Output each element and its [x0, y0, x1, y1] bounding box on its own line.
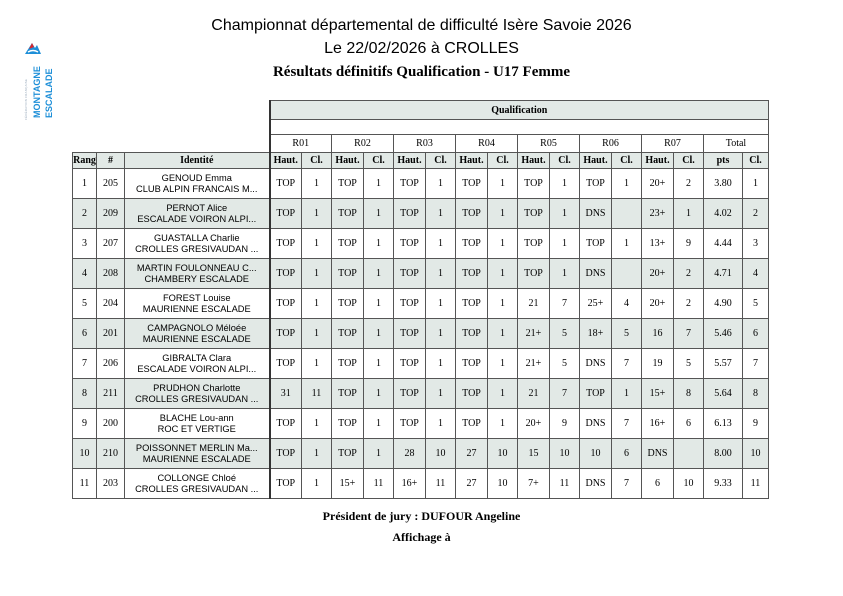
bib-number-cell: 201	[97, 319, 125, 349]
height-cell: TOP	[394, 319, 426, 349]
col-haut-header: Haut.	[580, 153, 612, 169]
height-cell: TOP	[270, 259, 302, 289]
height-cell: TOP	[270, 199, 302, 229]
round-rank-cell: 1	[488, 349, 518, 379]
round-rank-cell: 1	[550, 229, 580, 259]
club-name: CHAMBERY ESCALADE	[144, 273, 250, 284]
rank-cell: 3	[73, 229, 97, 259]
height-cell: TOP	[456, 319, 488, 349]
club-name: CLUB ALPIN FRANCAIS M...	[136, 183, 258, 194]
table-row	[73, 439, 769, 469]
identity-cell	[125, 439, 270, 469]
round-rank-cell: 1	[426, 379, 456, 409]
col-haut-header: Haut.	[642, 153, 674, 169]
logo-escalade-text: ESCALADE	[44, 68, 54, 118]
round-rank-cell: 2	[674, 169, 704, 199]
height-cell: TOP	[332, 199, 364, 229]
round-rank-cell: 1	[488, 319, 518, 349]
round-rank-cell: 11	[426, 469, 456, 499]
col-cl-header: Cl.	[364, 153, 394, 169]
height-cell: 21	[518, 289, 550, 319]
round-rank-cell: 5	[550, 349, 580, 379]
final-rank-cell: 8	[743, 379, 769, 409]
height-cell: TOP	[270, 349, 302, 379]
height-cell: 20+	[642, 289, 674, 319]
identity-cell	[125, 199, 270, 229]
final-rank-cell: 6	[743, 319, 769, 349]
col-cl-header: Cl.	[488, 153, 518, 169]
col-haut-header: Haut.	[332, 153, 364, 169]
logo-montagne-text: MONTAGNE	[32, 66, 42, 118]
round-rank-cell: 1	[488, 379, 518, 409]
table-row	[73, 319, 769, 349]
round-rank-cell: 1	[302, 199, 332, 229]
identity-cell	[125, 169, 270, 199]
event-date-place: Le 22/02/2026 à CROLLES	[324, 40, 519, 57]
round-rank-cell: 7	[612, 349, 642, 379]
height-cell: TOP	[394, 349, 426, 379]
round-rank-cell: 1	[364, 319, 394, 349]
height-cell: TOP	[332, 229, 364, 259]
height-cell: TOP	[580, 169, 612, 199]
height-cell: 27	[456, 439, 488, 469]
height-cell: 21+	[518, 349, 550, 379]
bib-number-cell: 211	[97, 379, 125, 409]
athlete-name: CAMPAGNOLO Méloée	[147, 322, 247, 333]
round-rank-cell: 7	[550, 379, 580, 409]
page-title: Championnat départemental de difficulté Isère Savoie 2026	[211, 17, 632, 34]
round-header-r05: R05	[518, 135, 580, 153]
points-cell: 8.00	[704, 439, 743, 469]
round-rank-cell: 10	[674, 469, 704, 499]
height-cell: 15+	[332, 469, 364, 499]
col-rang-header: Rang	[73, 153, 97, 169]
round-rank-cell: 11	[364, 469, 394, 499]
round-rank-cell: 1	[612, 229, 642, 259]
height-cell: TOP	[332, 439, 364, 469]
identity-cell	[125, 259, 270, 289]
height-cell: TOP	[270, 319, 302, 349]
points-cell: 5.46	[704, 319, 743, 349]
club-name: MAURIENNE ESCALADE	[142, 303, 251, 314]
round-rank-cell	[674, 439, 704, 469]
height-cell: 31	[270, 379, 302, 409]
height-cell: TOP	[332, 169, 364, 199]
club-name: CROLLES GRESIVAUDAN ...	[135, 243, 259, 254]
height-cell: TOP	[394, 169, 426, 199]
round-rank-cell	[612, 199, 642, 229]
round-rank-cell: 1	[550, 199, 580, 229]
height-cell: 15	[518, 439, 550, 469]
bib-number-cell: 205	[97, 169, 125, 199]
bib-number-cell: 210	[97, 439, 125, 469]
height-cell: TOP	[332, 289, 364, 319]
round-rank-cell: 1	[364, 259, 394, 289]
round-rank-cell: 1	[488, 199, 518, 229]
table-row	[73, 379, 769, 409]
height-cell: DNS	[580, 259, 612, 289]
round-rank-cell: 7	[550, 289, 580, 319]
round-rank-cell: 1	[426, 289, 456, 319]
round-rank-cell: 1	[426, 349, 456, 379]
points-cell: 5.57	[704, 349, 743, 379]
round-rank-cell: 10	[550, 439, 580, 469]
athlete-name: GUASTALLA Charlie	[153, 232, 240, 243]
height-cell: 23+	[642, 199, 674, 229]
height-cell: 16	[642, 319, 674, 349]
col-cl-header: Cl.	[302, 153, 332, 169]
height-cell: TOP	[394, 409, 426, 439]
round-rank-cell: 7	[612, 469, 642, 499]
height-cell: TOP	[270, 229, 302, 259]
round-header-r02: R02	[332, 135, 394, 153]
round-rank-cell: 1	[302, 469, 332, 499]
round-rank-cell: 1	[364, 379, 394, 409]
round-rank-cell: 5	[550, 319, 580, 349]
round-rank-cell: 1	[302, 289, 332, 319]
logo-federation-text: FÉDÉRATION FRANÇAISE	[24, 78, 28, 120]
height-cell: TOP	[332, 259, 364, 289]
height-cell: TOP	[394, 229, 426, 259]
height-cell: TOP	[270, 439, 302, 469]
col-cl-header: Cl.	[550, 153, 580, 169]
final-rank-cell: 10	[743, 439, 769, 469]
round-rank-cell: 10	[488, 469, 518, 499]
table-row	[73, 199, 769, 229]
total-header: Total	[704, 135, 769, 153]
height-cell: TOP	[456, 289, 488, 319]
results-rows	[73, 169, 769, 499]
round-rank-cell: 11	[550, 469, 580, 499]
athlete-name: COLLONGE Chloé	[157, 472, 237, 483]
round-rank-cell	[612, 259, 642, 289]
rank-cell: 6	[73, 319, 97, 349]
rank-cell: 5	[73, 289, 97, 319]
athlete-name: GENOUD Emma	[161, 172, 232, 183]
round-rank-cell: 1	[302, 319, 332, 349]
points-cell: 4.02	[704, 199, 743, 229]
table-row	[73, 409, 769, 439]
athlete-name: PERNOT Alice	[166, 202, 228, 213]
club-name: MAURIENNE ESCALADE	[142, 453, 251, 464]
bib-number-cell: 204	[97, 289, 125, 319]
points-cell: 4.44	[704, 229, 743, 259]
height-cell: 16+	[642, 409, 674, 439]
height-cell: TOP	[518, 229, 550, 259]
final-rank-cell: 7	[743, 349, 769, 379]
round-rank-cell: 1	[488, 259, 518, 289]
round-rank-cell: 2	[674, 259, 704, 289]
col-total-cl-header: Cl.	[743, 153, 769, 169]
height-cell: DNS	[580, 349, 612, 379]
height-cell: TOP	[456, 169, 488, 199]
final-rank-cell: 5	[743, 289, 769, 319]
bib-number-cell: 200	[97, 409, 125, 439]
round-rank-cell: 1	[364, 229, 394, 259]
col-pts-header: pts	[704, 153, 743, 169]
height-cell: TOP	[270, 469, 302, 499]
round-rank-cell: 1	[488, 409, 518, 439]
height-cell: TOP	[394, 259, 426, 289]
round-header-r03: R03	[394, 135, 456, 153]
height-cell: 7+	[518, 469, 550, 499]
final-rank-cell: 1	[743, 169, 769, 199]
round-rank-cell: 1	[364, 349, 394, 379]
height-cell: 20+	[518, 409, 550, 439]
height-cell: 21	[518, 379, 550, 409]
height-cell: TOP	[518, 199, 550, 229]
round-header-r06: R06	[580, 135, 642, 153]
table-row	[73, 259, 769, 289]
round-rank-cell: 9	[674, 229, 704, 259]
affichage-label: Affichage à	[392, 530, 451, 544]
round-rank-cell: 11	[302, 379, 332, 409]
club-name: ESCALADE VOIRON ALPI...	[137, 363, 257, 374]
height-cell: TOP	[456, 379, 488, 409]
club-name: CROLLES GRESIVAUDAN ...	[135, 393, 259, 404]
rank-cell: 8	[73, 379, 97, 409]
round-rank-cell: 8	[674, 379, 704, 409]
bib-number-cell: 203	[97, 469, 125, 499]
athlete-name: BLACHE Lou-ann	[159, 412, 234, 423]
height-cell: 18+	[580, 319, 612, 349]
final-rank-cell: 9	[743, 409, 769, 439]
identity-cell	[125, 379, 270, 409]
round-rank-cell: 1	[302, 259, 332, 289]
round-rank-cell: 9	[550, 409, 580, 439]
height-cell: TOP	[518, 259, 550, 289]
round-rank-cell: 1	[302, 409, 332, 439]
height-cell: 15+	[642, 379, 674, 409]
header-spacer	[270, 120, 769, 135]
table-row	[73, 469, 769, 499]
height-cell: TOP	[580, 379, 612, 409]
height-cell: TOP	[580, 229, 612, 259]
height-cell: TOP	[332, 319, 364, 349]
rank-cell: 7	[73, 349, 97, 379]
height-cell: TOP	[394, 289, 426, 319]
round-rank-cell: 1	[488, 289, 518, 319]
round-rank-cell: 1	[302, 169, 332, 199]
height-cell: DNS	[580, 199, 612, 229]
table-row	[73, 349, 769, 379]
final-rank-cell: 2	[743, 199, 769, 229]
rank-cell: 9	[73, 409, 97, 439]
col-num-header: #	[97, 153, 125, 169]
round-rank-cell: 1	[426, 319, 456, 349]
height-cell: 13+	[642, 229, 674, 259]
results-table	[72, 100, 769, 499]
identity-cell	[125, 469, 270, 499]
points-cell: 4.90	[704, 289, 743, 319]
height-cell: 21+	[518, 319, 550, 349]
height-cell: TOP	[518, 169, 550, 199]
rank-cell: 2	[73, 199, 97, 229]
round-header-r04: R04	[456, 135, 518, 153]
height-cell: TOP	[332, 409, 364, 439]
round-rank-cell: 1	[364, 169, 394, 199]
round-rank-cell: 7	[674, 319, 704, 349]
height-cell: 20+	[642, 169, 674, 199]
table-row	[73, 169, 769, 199]
round-rank-cell: 1	[550, 259, 580, 289]
column-header-row	[73, 153, 769, 169]
height-cell: DNS	[642, 439, 674, 469]
height-cell: DNS	[580, 469, 612, 499]
round-rank-cell: 5	[612, 319, 642, 349]
col-cl-header: Cl.	[612, 153, 642, 169]
final-rank-cell: 11	[743, 469, 769, 499]
col-cl-header: Cl.	[426, 153, 456, 169]
height-cell: 16+	[394, 469, 426, 499]
athlete-name: PRUDHON Charlotte	[153, 382, 241, 393]
qualification-header: Qualification	[270, 101, 769, 120]
col-haut-header: Haut.	[456, 153, 488, 169]
round-rank-cell: 10	[426, 439, 456, 469]
bib-number-cell: 208	[97, 259, 125, 289]
round-rank-cell: 1	[302, 349, 332, 379]
round-rank-cell: 1	[426, 259, 456, 289]
round-rank-cell: 1	[488, 229, 518, 259]
height-cell: TOP	[270, 289, 302, 319]
round-rank-cell: 6	[674, 409, 704, 439]
club-name: ROC ET VERTIGE	[157, 423, 236, 434]
club-name: ESCALADE VOIRON ALPI...	[137, 213, 257, 224]
height-cell: TOP	[456, 409, 488, 439]
height-cell: 19	[642, 349, 674, 379]
final-rank-cell: 3	[743, 229, 769, 259]
height-cell: DNS	[580, 409, 612, 439]
round-header-r07: R07	[642, 135, 704, 153]
round-rank-cell: 1	[674, 199, 704, 229]
height-cell: 20+	[642, 259, 674, 289]
round-rank-cell: 1	[364, 439, 394, 469]
height-cell: 28	[394, 439, 426, 469]
bib-number-cell: 207	[97, 229, 125, 259]
identity-cell	[125, 319, 270, 349]
athlete-name: GIBRALTA Clara	[162, 352, 232, 363]
round-rank-cell: 10	[488, 439, 518, 469]
height-cell: TOP	[394, 199, 426, 229]
rank-cell: 1	[73, 169, 97, 199]
round-header-row	[73, 135, 769, 153]
round-rank-cell: 1	[426, 229, 456, 259]
jury-president: Président de jury : DUFOUR Angeline	[322, 509, 521, 523]
round-rank-cell: 1	[488, 169, 518, 199]
table-row	[73, 229, 769, 259]
round-rank-cell: 1	[550, 169, 580, 199]
col-haut-header: Haut.	[394, 153, 426, 169]
height-cell: TOP	[394, 379, 426, 409]
final-rank-cell: 4	[743, 259, 769, 289]
points-cell: 3.80	[704, 169, 743, 199]
height-cell: TOP	[332, 349, 364, 379]
rank-cell: 10	[73, 439, 97, 469]
athlete-name: FOREST Louise	[162, 292, 231, 303]
height-cell: 10	[580, 439, 612, 469]
height-cell: TOP	[456, 229, 488, 259]
rank-cell: 4	[73, 259, 97, 289]
round-header-r01: R01	[270, 135, 332, 153]
athlete-name: POISSONNET MERLIN Ma...	[135, 442, 258, 453]
round-rank-cell: 1	[302, 229, 332, 259]
bib-number-cell: 209	[97, 199, 125, 229]
col-haut-header: Haut.	[270, 153, 302, 169]
rank-cell: 11	[73, 469, 97, 499]
round-rank-cell: 1	[302, 439, 332, 469]
round-rank-cell: 1	[426, 169, 456, 199]
club-name: MAURIENNE ESCALADE	[142, 333, 251, 344]
table-row	[73, 289, 769, 319]
col-haut-header: Haut.	[518, 153, 550, 169]
height-cell: TOP	[270, 169, 302, 199]
height-cell: TOP	[456, 199, 488, 229]
round-rank-cell: 1	[426, 409, 456, 439]
col-identite-header: Identité	[125, 153, 270, 169]
height-cell: TOP	[456, 259, 488, 289]
round-rank-cell: 7	[612, 409, 642, 439]
height-cell: TOP	[332, 379, 364, 409]
athlete-name: MARTIN FOULONNEAU C...	[136, 262, 257, 273]
round-rank-cell: 5	[674, 349, 704, 379]
round-rank-cell: 4	[612, 289, 642, 319]
identity-cell	[125, 229, 270, 259]
height-cell: 6	[642, 469, 674, 499]
round-rank-cell: 6	[612, 439, 642, 469]
round-rank-cell: 1	[426, 199, 456, 229]
height-cell: 27	[456, 469, 488, 499]
points-cell: 5.64	[704, 379, 743, 409]
points-cell: 4.71	[704, 259, 743, 289]
results-subtitle: Résultats définitifs Qualification - U17 Femme	[272, 64, 571, 80]
round-rank-cell: 2	[674, 289, 704, 319]
round-rank-cell: 1	[612, 169, 642, 199]
identity-cell	[125, 409, 270, 439]
bib-number-cell: 206	[97, 349, 125, 379]
club-name: CROLLES GRESIVAUDAN ...	[135, 483, 259, 494]
round-rank-cell: 1	[612, 379, 642, 409]
height-cell: TOP	[456, 349, 488, 379]
points-cell: 9.33	[704, 469, 743, 499]
height-cell: 25+	[580, 289, 612, 319]
identity-cell	[125, 289, 270, 319]
identity-cell	[125, 349, 270, 379]
col-cl-header: Cl.	[674, 153, 704, 169]
points-cell: 6.13	[704, 409, 743, 439]
height-cell: TOP	[270, 409, 302, 439]
round-rank-cell: 1	[364, 199, 394, 229]
round-rank-cell: 1	[364, 289, 394, 319]
round-rank-cell: 1	[364, 409, 394, 439]
